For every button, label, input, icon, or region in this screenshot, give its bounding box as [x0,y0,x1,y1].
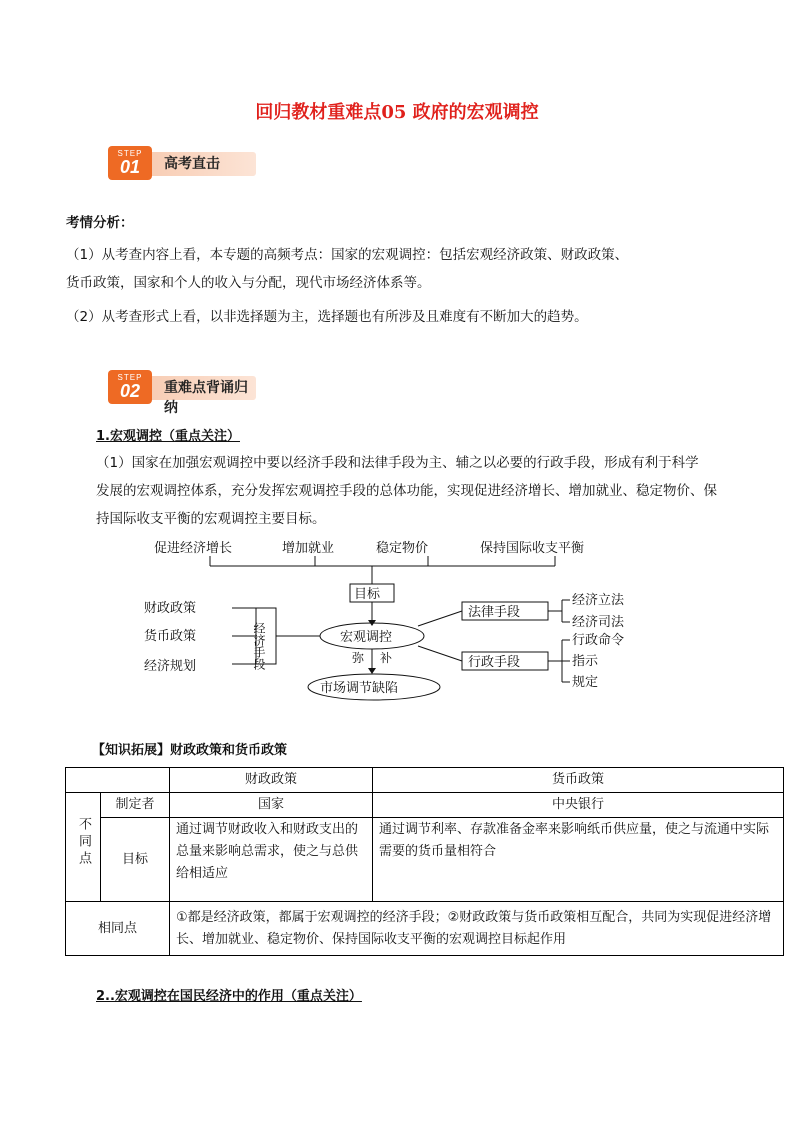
table-row [66,818,784,902]
policy-comparison-table [65,767,784,956]
macro-control-diagram [140,536,660,706]
supplement-char: 弥 [352,651,365,665]
econ-item: 经济规划 [144,659,197,674]
table-cell: 国家 [170,793,373,818]
section1-line: 持国际收支平衡的宏观调控主要目标。 [96,511,326,527]
table-cell: ①都是经济政策，都属于宏观调控的经济手段；②财政政策与货币政策相互配合，共同为实现促进经济增长、增加就业、稳定物价、保持国际收支平衡的宏观调控目标起作用 [170,902,784,956]
law-means-label: 法律手段 [468,605,521,620]
step-number: 01 [119,157,141,177]
table-row-label: 目标 [101,818,170,902]
table-row [66,902,784,956]
step-banner-02 [108,370,258,416]
section2-heading: 2..宏观调控在国民经济中的作用（重点关注） [96,989,362,1004]
diff-label-text: 不同点 [76,816,91,868]
step-badge [108,370,152,404]
goal-label: 促进经济增长 [154,541,233,556]
table-row [66,768,784,793]
table-header: 财政政策 [170,768,373,793]
step-label: 高考直击 [164,156,220,172]
goal-label: 增加就业 [282,541,335,556]
analysis-heading: 考情分析： [66,215,134,231]
section1-line: 发展的宏观调控体系，充分发挥宏观调控手段的总体功能，实现促进经济增长、增加就业、稳定物价、保 [96,483,717,499]
admin-means-label: 行政手段 [468,655,521,670]
step-banner-01 [108,146,258,180]
table-cell: 中央银行 [373,793,784,818]
law-item: 经济司法 [572,615,625,630]
goal-label: 保持国际收支平衡 [480,541,585,556]
table-cell: 通过调节利率、存款准备金率来影响纸币供应量，使之与流通中实际需要的货币量相符合 [373,818,784,902]
econ-means-char: 经济手段 [252,622,266,670]
section1-line: （1）国家在加强宏观调控中要以经济手段和法律手段为主、辅之以必要的行政手段，形成有利于科学 [96,455,699,471]
econ-item: 货币政策 [144,629,197,644]
step-badge [108,146,152,180]
table-row-label: 相同点 [66,902,170,956]
market-label: 市场调节缺陷 [320,681,399,696]
section1-heading: 1.宏观调控（重点关注） [96,429,240,444]
analysis-line: 货币政策，国家和个人的收入与分配，现代市场经济体系等。 [66,275,431,291]
table-cell-empty [66,768,170,793]
table-row [66,793,784,818]
table-diff-label [66,793,101,902]
admin-item: 规定 [572,675,599,690]
step-label: 重难点背诵归纳 [164,380,248,416]
target-label: 目标 [354,587,381,602]
admin-item: 行政命令 [572,633,625,648]
table-cell: 通过调节财政收入和财政支出的总量来影响总需求，使之与总供给相适应 [170,818,373,902]
analysis-line: （1）从考查内容上看，本专题的高频考点：国家的宏观调控：包括宏观经济政策、财政政策、 [66,247,629,263]
step-number: 02 [119,381,141,401]
step-word: STEP [117,149,143,158]
page-title: 回归教材重难点05 政府的宏观调控 [255,102,539,123]
supplement-char: 补 [380,651,393,665]
admin-item: 指示 [572,654,599,669]
extension-heading: 【知识拓展】财政政策和货币政策 [92,743,288,758]
table-row-label: 制定者 [101,793,170,818]
center-label: 宏观调控 [340,630,393,645]
goal-label: 稳定物价 [376,541,429,556]
econ-item: 财政政策 [144,601,197,616]
table-header: 货币政策 [373,768,784,793]
law-item: 经济立法 [572,593,625,608]
analysis-line: （2）从考查形式上看，以非选择题为主，选择题也有所涉及且难度有不断加大的趋势。 [66,309,588,325]
step-word: STEP [117,373,143,382]
